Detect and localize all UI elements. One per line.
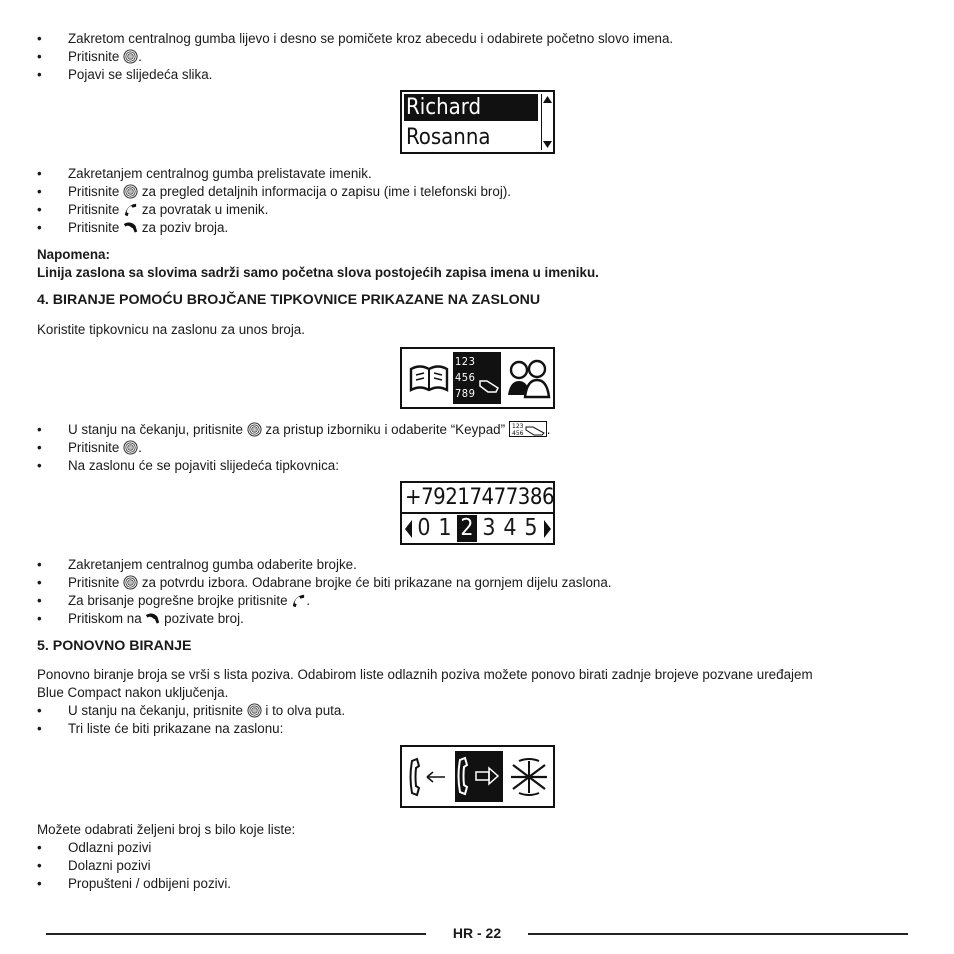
page-number: HR - 22	[452, 925, 502, 941]
scrollbar	[541, 94, 553, 150]
contacts-icon	[505, 357, 551, 399]
missed-calls-icon	[507, 755, 551, 799]
ok-button-icon	[247, 422, 262, 437]
outgoing-calls-icon	[407, 755, 449, 799]
ok-button-icon	[123, 440, 138, 455]
keypad-digit: 3	[482, 515, 496, 541]
keypad-screen	[400, 481, 555, 545]
footer-rule-left	[46, 933, 426, 935]
paragraph: Ponovno biranje broja se vrši s lista poziva. Odabirom liste odlaznih poziva možete ponovo birati zadnje brojeve pozvane uređajem	[37, 667, 813, 682]
paragraph: Možete odabrati željeni broj s bilo koje liste:	[37, 822, 296, 837]
svg-text:456: 456	[511, 430, 524, 437]
phonebook-screen	[400, 90, 555, 154]
paragraph: Koristite tipkovnicu na zaslonu za unos broja.	[37, 322, 305, 337]
divider	[402, 512, 553, 514]
section-heading: 4. BIRANJE POMOĆU BROJČANE TIPKOVNICE PRIKAZANE NA ZASLONU	[37, 292, 541, 308]
ok-button-icon	[247, 703, 262, 718]
note-title: Napomena:	[37, 247, 110, 262]
left-arrow-icon	[404, 518, 413, 540]
ok-button-icon	[123, 184, 138, 199]
svg-text:123: 123	[511, 423, 524, 430]
call-icon	[145, 611, 160, 626]
incoming-calls-menu-item	[455, 751, 503, 802]
note-text: Linija zaslona sa slovima sadrži samo početna slova postojećih zapisa imena u imeniku.	[37, 265, 599, 280]
menu-screen	[400, 347, 555, 409]
keypad-digit: 5	[524, 515, 538, 541]
hangup-icon	[291, 593, 306, 608]
footer-rule-right	[528, 933, 908, 935]
ok-button-icon	[123, 49, 138, 64]
call-lists-screen	[400, 745, 555, 808]
keypad-row: 123	[455, 355, 476, 368]
next-name: Rosanna	[406, 125, 491, 150]
ok-button-icon	[123, 575, 138, 590]
hangup-icon	[123, 202, 138, 217]
keypad-digit: 1	[438, 515, 452, 541]
section-heading: 5. PONOVNO BIRANJE	[37, 638, 192, 654]
paragraph: Blue Compact nakon uključenja.	[37, 685, 229, 700]
keypad-digit: 0	[417, 515, 431, 541]
incoming-calls-icon	[455, 754, 503, 798]
phonebook-icon	[408, 363, 450, 393]
keypad-menu-item	[453, 352, 501, 404]
keypad-row: 456	[455, 371, 476, 384]
keypad-digit: 4	[503, 515, 517, 541]
selected-name: Richard	[404, 94, 538, 121]
keypad-digit-selected: 2	[457, 515, 477, 542]
pointer-hand-icon	[478, 378, 500, 394]
right-arrow-icon	[543, 518, 552, 540]
dialed-number: +79217477386	[405, 485, 555, 510]
keypad-icon	[509, 421, 547, 437]
keypad-row: 789	[455, 387, 476, 400]
call-icon	[123, 220, 138, 235]
scroll-arrows-icon	[542, 94, 553, 150]
